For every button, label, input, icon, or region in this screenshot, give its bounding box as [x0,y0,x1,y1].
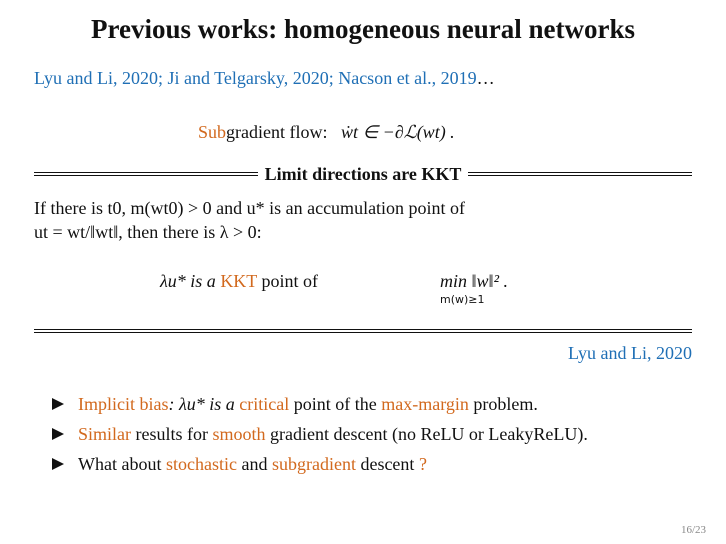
bullet-2-c: smooth [212,424,266,444]
theorem-title: Limit directions are KKT [264,163,462,184]
references-text[interactable]: Lyu and Li, 2020; Ji and Telgarsky, 2020; Nacson et al., 2019 [34,68,477,88]
bullet-3-e: descent [355,454,419,474]
triangle-bullet-icon [52,398,64,410]
bullet-1-b: : λu* is a [168,394,240,414]
flow-label: gradient flow: [226,122,328,142]
bullet-1-c: critical [239,394,290,414]
theorem-header [34,163,692,185]
list-item [50,452,700,476]
bullet-3-c: and [236,454,272,474]
min-constraint: m(w)≥1 [440,293,485,306]
bullet-1-f: problem. [468,394,538,414]
kkt-word: KKT [220,271,257,291]
bullet-3-b: stochastic [165,454,237,474]
kkt-post: point of [261,271,318,291]
subgradient-flow-line [198,122,455,143]
min-expression: min ‖w‖² . [440,271,509,291]
theorem-bottom-rule [34,329,692,333]
list-item [50,422,700,446]
statement-line-1: If there is t0, m(wt0) > 0 and u* is an accumulation point of [34,198,466,218]
bullet-2-a: Similar [78,424,131,444]
bullet-1-a: Implicit bias [78,394,169,414]
triangle-bullet-icon [52,458,64,470]
references-ellipsis: … [476,68,495,88]
kkt-statement [160,271,318,292]
bullet-3-f: ? [418,454,427,474]
bullet-3-a: What about [78,454,166,474]
left-rule [34,172,258,176]
list-item [50,392,700,416]
flow-formula: ẇt ∈ −∂ℒ(wt) . [341,122,455,142]
bullet-2-d: gradient descent (no ReLU or LeakyReLU). [265,424,588,444]
theorem-citation[interactable]: Lyu and Li, 2020 [568,343,692,363]
bullet-1-d: point of the [289,394,382,414]
bullet-2-b: results for [131,424,213,444]
flow-prefix: Sub [198,122,227,142]
right-rule [468,172,692,176]
references-line [34,68,495,89]
theorem-statement [34,196,674,244]
triangle-bullet-icon [52,428,64,440]
bullet-3-d: subgradient [271,454,356,474]
slide-title: Previous works: homogeneous neural networks [90,14,635,44]
statement-line-2: ut = wt/‖wt‖, then there is λ > 0: [34,222,262,242]
bullet-list [50,392,700,482]
kkt-pre: λu* is a [160,271,216,291]
page-number: 16/23 [680,524,706,536]
bullet-1-e: max-margin [381,394,469,414]
